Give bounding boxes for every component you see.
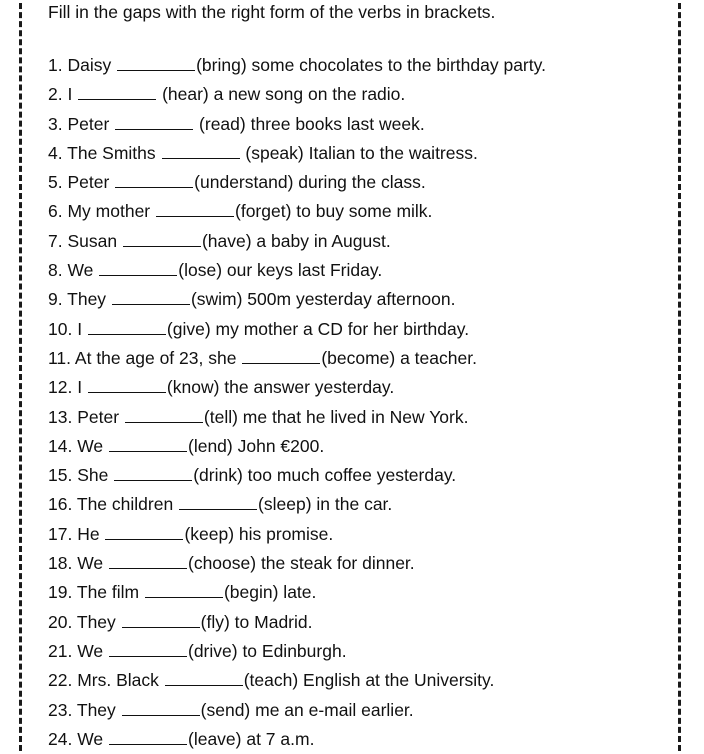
exercise-item: 10. I (give) my mother a CD for her birthday. xyxy=(48,318,470,339)
exercise-list xyxy=(48,51,546,754)
exercise-item: 23. They (send) me an e-mail earlier. xyxy=(48,699,414,720)
exercise-item: 22. Mrs. Black (teach) English at the University. xyxy=(48,670,495,691)
exercise-item: 11. At the age of 23, she (become) a teacher. xyxy=(48,347,477,368)
exercise-item: 17. He (keep) his promise. xyxy=(48,523,334,544)
dashed-border-right xyxy=(678,0,681,751)
exercise-item: 3. Peter (read) three books last week. xyxy=(48,113,425,134)
answer-blank[interactable] xyxy=(122,612,200,628)
exercise-item: 8. We (lose) our keys last Friday. xyxy=(48,260,383,281)
answer-blank[interactable] xyxy=(156,201,234,217)
answer-blank[interactable] xyxy=(112,289,190,305)
exercise-item: 24. We (leave) at 7 a.m. xyxy=(48,728,315,749)
exercise-item: 5. Peter (understand) during the class. xyxy=(48,172,426,193)
exercise-item: 6. My mother (forget) to buy some milk. xyxy=(48,201,433,222)
answer-blank[interactable] xyxy=(88,377,166,393)
exercise-item: 21. We (drive) to Edinburgh. xyxy=(48,640,347,661)
answer-blank[interactable] xyxy=(115,114,193,130)
exercise-item: 2. I (hear) a new song on the radio. xyxy=(48,84,406,105)
answer-blank[interactable] xyxy=(122,700,200,716)
dashed-border-left xyxy=(19,0,22,751)
answer-blank[interactable] xyxy=(105,524,183,540)
answer-blank[interactable] xyxy=(123,231,201,247)
exercise-item: 16. The children (sleep) in the car. xyxy=(48,494,393,515)
exercise-item: 7. Susan (have) a baby in August. xyxy=(48,230,391,251)
exercise-item: 15. She (drink) too much coffee yesterday. xyxy=(48,465,457,486)
answer-blank[interactable] xyxy=(179,494,257,510)
answer-blank[interactable] xyxy=(109,436,187,452)
answer-blank[interactable] xyxy=(165,670,243,686)
exercise-item: 20. They (fly) to Madrid. xyxy=(48,611,313,632)
exercise-item: 13. Peter (tell) me that he lived in New York. xyxy=(48,406,469,427)
exercise-item: 19. The film (begin) late. xyxy=(48,582,317,603)
answer-blank[interactable] xyxy=(109,729,187,745)
answer-blank[interactable] xyxy=(125,407,203,423)
exercise-item: 9. They (swim) 500m yesterday afternoon. xyxy=(48,289,456,310)
answer-blank[interactable] xyxy=(115,172,193,188)
answer-blank[interactable] xyxy=(99,260,177,276)
exercise-item: 14. We (lend) John €200. xyxy=(48,435,325,456)
answer-blank[interactable] xyxy=(88,319,166,335)
answer-blank[interactable] xyxy=(109,641,187,657)
answer-blank[interactable] xyxy=(117,55,195,71)
instruction-text: Fill in the gaps with the right form of the verbs in brackets. xyxy=(48,2,496,22)
answer-blank[interactable] xyxy=(162,143,240,159)
exercise-item: 4. The Smiths (speak) Italian to the waitress. xyxy=(48,142,478,163)
answer-blank[interactable] xyxy=(78,84,156,100)
answer-blank[interactable] xyxy=(114,465,192,481)
exercise-item: 18. We (choose) the steak for dinner. xyxy=(48,553,415,574)
answer-blank[interactable] xyxy=(242,348,320,364)
exercise-item: 1. Daisy (bring) some chocolates to the birthday party. xyxy=(48,55,546,75)
exercise-item: 12. I (know) the answer yesterday. xyxy=(48,377,395,398)
answer-blank[interactable] xyxy=(145,582,223,598)
answer-blank[interactable] xyxy=(109,553,187,569)
